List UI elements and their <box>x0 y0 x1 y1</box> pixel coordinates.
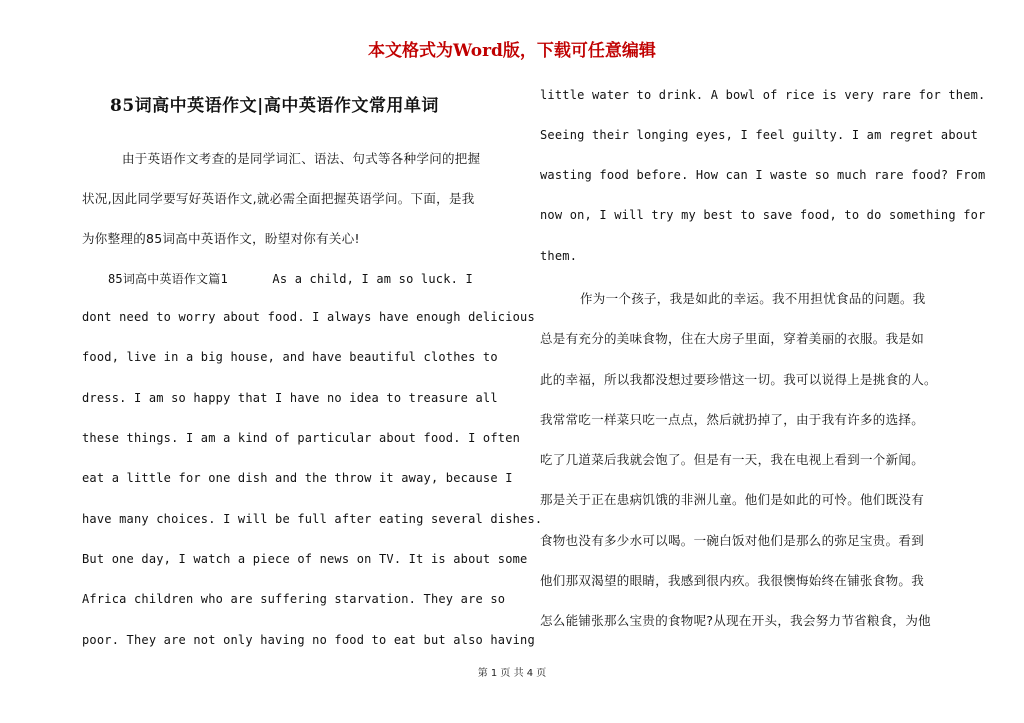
left-line-3: 为你整理的85词高中英语作文，盼望对你有关心! <box>82 231 360 246</box>
left-line-6: food, live in a big house, and have beautiful clothes to <box>82 350 498 364</box>
left-line-13: poor. They are not only having no food to eat but also having <box>82 633 535 647</box>
right-line-8: 此的幸福，所以我都没想过要珍惜这一切。我可以说得上是挑食的人。 <box>540 372 937 387</box>
left-line-1: 由于英语作文考查的是同学词汇、语法、句式等各种学问的把握 <box>122 151 481 166</box>
left-line-2: 状况,因此同学要写好英语作文,就必需全面把握英语学问。下面，是我 <box>82 191 475 206</box>
right-line-11: 那是关于正在患病饥饿的非洲儿童。他们是如此的可怜。他们既没有 <box>540 492 925 507</box>
left-line-5: dont need to worry about food. I always have enough delicious <box>82 310 535 324</box>
right-line-9: 我常常吃一样菜只吃一点点，然后就扔掉了，由于我有许多的选择。 <box>540 412 925 427</box>
left-line-12: Africa children who are suffering starvation. They are so <box>82 592 506 606</box>
page-title: 85词高中英语作文|高中英语作文常用单词 <box>110 96 439 116</box>
left-line-7: dress. I am so happy that I have no idea to treasure all <box>82 391 498 405</box>
right-line-6: 作为一个孩子，我是如此的幸运。我不用担忧食品的问题。我 <box>580 291 926 306</box>
right-line-14: 怎么能铺张那么宝贵的食物呢?从现在开头，我会努力节省粮食，为他 <box>540 613 931 628</box>
left-line-4: 85词高中英语作文篇1 As a child, I am so luck. I <box>108 272 473 286</box>
right-line-10: 吃了几道菜后我就会饱了。但是有一天，我在电视上看到一个新闻。 <box>540 452 925 467</box>
right-line-7: 总是有充分的美味食物，住在大房子里面，穿着美丽的衣服。我是如 <box>540 331 925 346</box>
right-line-13: 他们那双渴望的眼睛，我感到很内疚。我很懊悔始终在铺张食物。我 <box>540 573 925 588</box>
edit-notice-banner: 本文格式为Word版，下载可任意编辑 <box>368 41 656 61</box>
left-line-10: have many choices. I will be full after eating several dishes. <box>82 512 543 526</box>
right-line-1: little water to drink. A bowl of rice is very rare for them. <box>540 88 986 102</box>
right-line-5: them. <box>540 249 578 263</box>
right-line-12: 食物也没有多少水可以喝。一碗白饭对他们是那么的弥足宝贵。看到 <box>540 533 925 548</box>
left-line-9: eat a little for one dish and the throw it away, because I <box>82 471 513 485</box>
left-line-11: But one day, I watch a piece of news on TV. It is about some <box>82 552 528 566</box>
right-line-4: now on, I will try my best to save food, to do something for <box>540 208 986 222</box>
page-footer: 第 1 页 共 4 页 <box>477 668 547 679</box>
right-line-3: wasting food before. How can I waste so much rare food? From <box>540 168 986 182</box>
left-line-8: these things. I am a kind of particular about food. I often <box>82 431 521 445</box>
right-line-2: Seeing their longing eyes, I feel guilty. I am regret about <box>540 128 979 142</box>
